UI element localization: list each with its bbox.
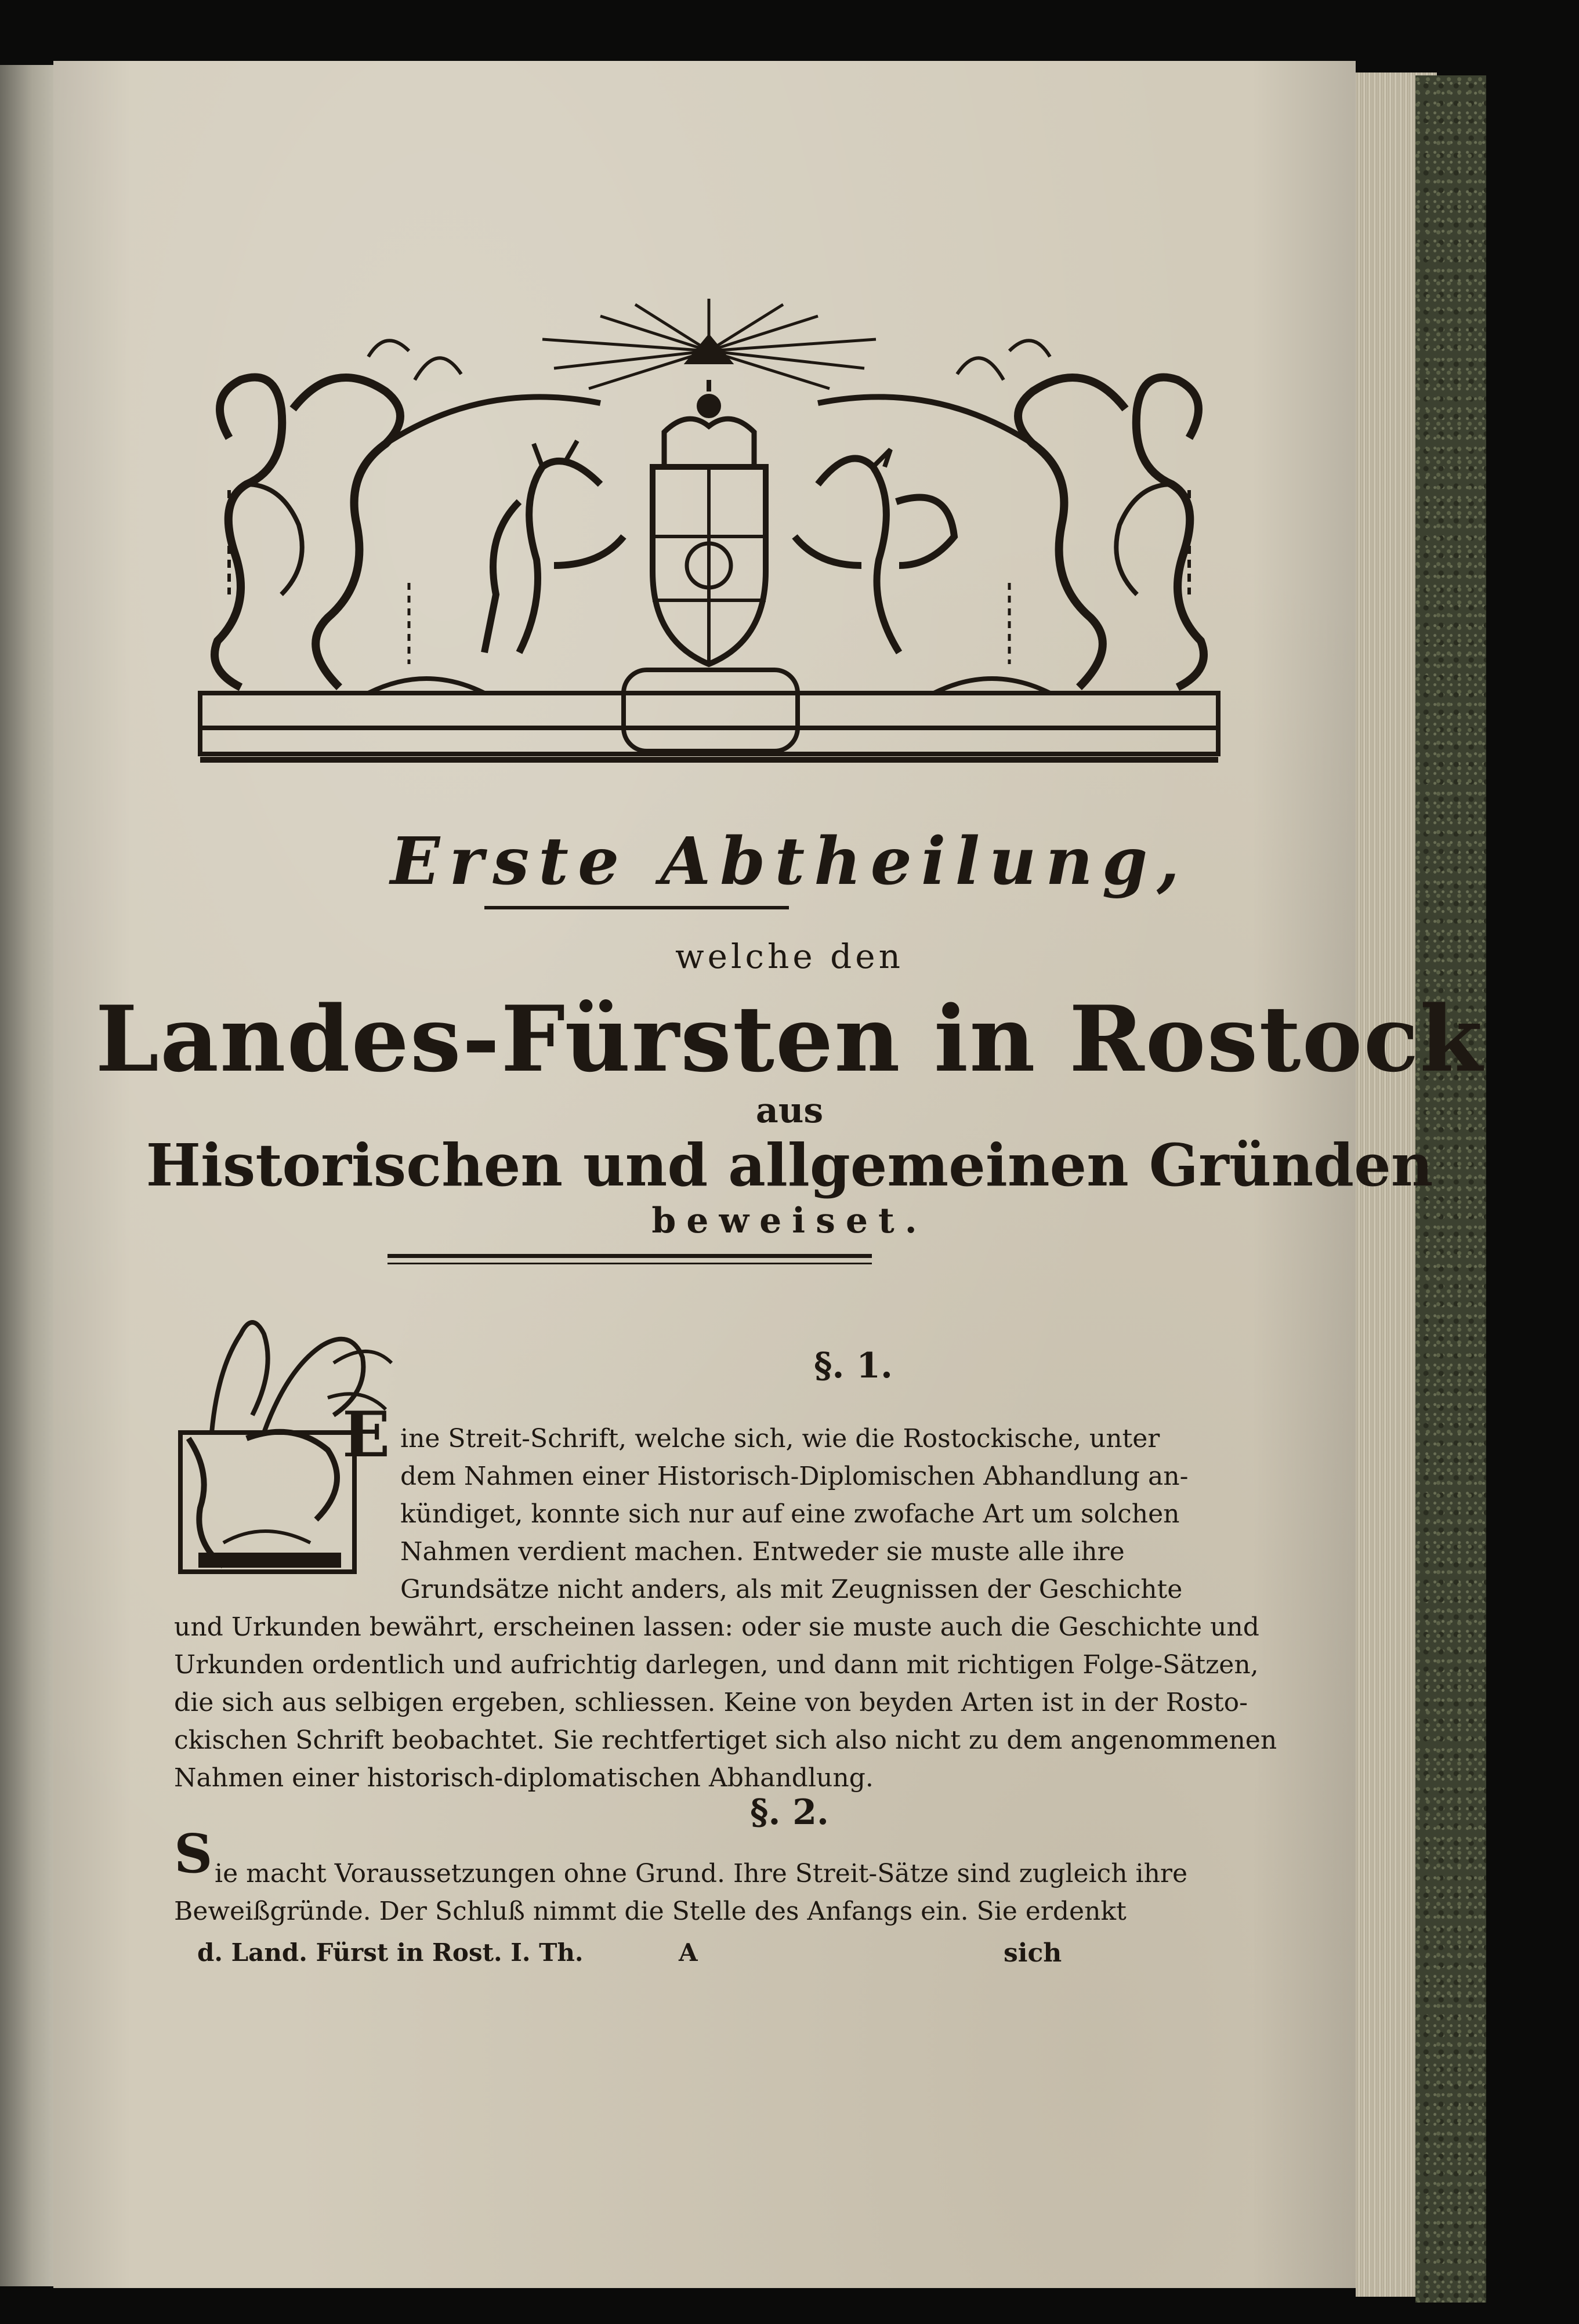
main-title: Landes-Fürsten in Rostock: [95, 986, 1484, 1092]
paragraph-2-heading: §. 2.: [750, 1792, 829, 1833]
paragraph-1-line-5: Grundsätze nicht anders, als mit Zeugnissen der Geschichte: [400, 1575, 1183, 1604]
paragraph-1-line-1: ine Streit-Schrift, welche sich, wie die Rostockische, unter: [400, 1424, 1160, 1453]
signature-line: d. Land. Fürst in Rost. I. Th.: [197, 1938, 584, 1967]
double-rule-thick: [387, 1254, 872, 1258]
subtitle: Historischen und allgemeinen Gründen: [146, 1131, 1433, 1199]
paragraph-1-initial: E: [342, 1398, 390, 1471]
paragraph-2-line-1: ie macht Voraussetzungen ohne Grund. Ihre Streit-Sätze sind zugleich ihre: [215, 1859, 1188, 1888]
paragraph-1-line-9: ckischen Schrift beobachtet. Sie rechtfertiget sich also nicht zu dem angenommenen: [174, 1725, 1277, 1755]
double-rule-thin: [387, 1263, 872, 1264]
signature-mark: A: [679, 1938, 698, 1967]
paragraph-1-line-3: kündiget, konnte sich nur auf eine zwofache Art um solchen: [400, 1499, 1180, 1529]
title-rule: [484, 906, 789, 909]
connector-word: aus: [755, 1090, 824, 1131]
verb-line: beweiset.: [651, 1201, 928, 1241]
paragraph-1-line-10: Nahmen einer historisch-diplomatischen Abhandlung.: [174, 1763, 874, 1793]
paragraph-2-initial: S: [174, 1822, 213, 1885]
paragraph-1-line-7: Urkunden ordentlich und aufrichtig darlegen, und dann mit richtigen Folge-Sätzen,: [174, 1650, 1259, 1680]
paragraph-1-line-8: die sich aus selbigen ergeben, schliessen. Keine von beyden Arten ist in der Rosto-: [174, 1688, 1248, 1717]
section-title: Erste Abtheilung,: [390, 824, 1189, 900]
paragraph-1-heading: §. 1.: [814, 1346, 893, 1386]
catchword: sich: [1004, 1938, 1062, 1968]
paragraph-1-line-2: dem Nahmen einer Historisch-Diplomischen Abhandlung an-: [400, 1462, 1189, 1491]
paragraph-1-line-6: und Urkunden bewährt, erscheinen lassen: oder sie muste auch die Geschichte und: [174, 1612, 1259, 1642]
intro-line: welche den: [675, 937, 904, 976]
paragraph-2-line-2: Beweißgründe. Der Schluß nimmt die Stelle des Anfangs ein. Sie erdenkt: [174, 1897, 1127, 1926]
paragraph-1-line-4: Nahmen verdient machen. Entweder sie muste alle ihre: [400, 1537, 1125, 1567]
coat-of-arms-vignette: [194, 293, 1224, 783]
